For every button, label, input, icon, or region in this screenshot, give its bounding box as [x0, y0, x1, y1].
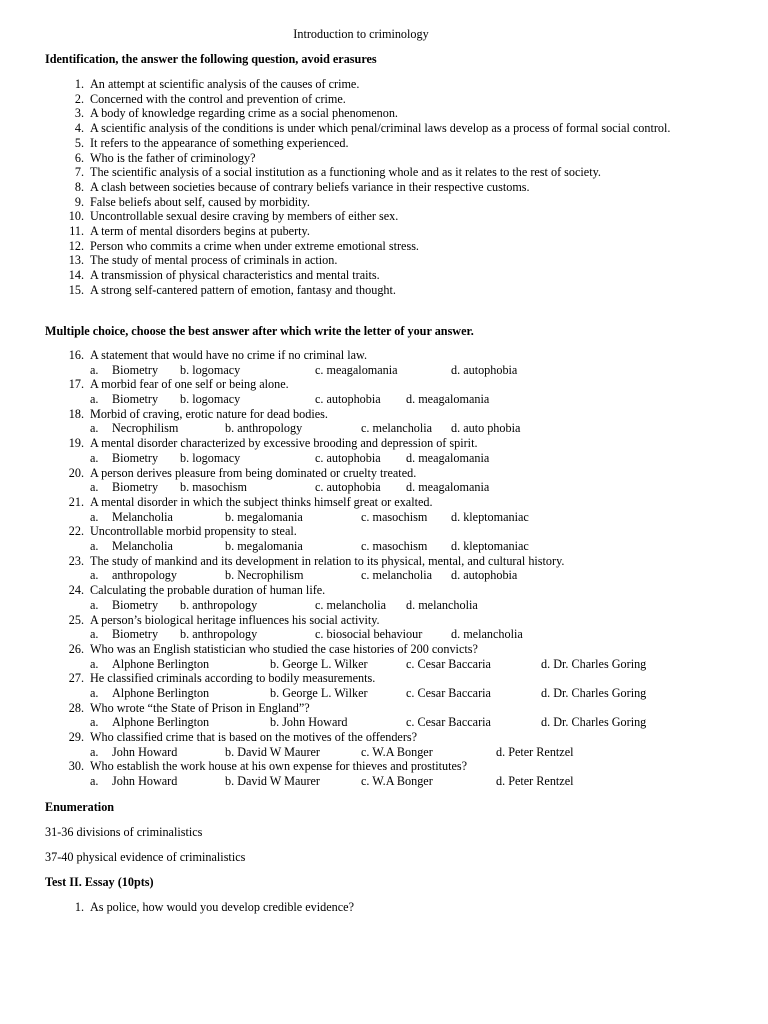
- question-item: [0, 348, 720, 363]
- item-text: A term of mental disorders begins at puberty.: [90, 224, 310, 239]
- item-number: 19.: [68, 436, 84, 451]
- question-text: A morbid fear of one self or being alone.: [90, 377, 289, 392]
- choices-row: [0, 480, 720, 495]
- choice-c: c. autophobia: [315, 392, 381, 407]
- question-text: A person derives pleasure from being dominated or cruelty treated.: [90, 465, 417, 480]
- item-text: It refers to the appearance of something experienced.: [90, 135, 349, 150]
- choice-d: d. auto phobia: [451, 421, 521, 436]
- choice-d: d. meagalomania: [406, 392, 490, 407]
- choice-c: c. W.A Bonger: [361, 744, 433, 759]
- question-text: Who classified crime that is based on the motives of the offenders?: [90, 730, 418, 745]
- item-number: 24.: [68, 583, 84, 598]
- item-number: 1.: [74, 77, 84, 91]
- choice-c: c. melancholia: [361, 568, 433, 583]
- choice-a: Biometry: [112, 362, 159, 377]
- question-item: [0, 583, 720, 598]
- question-item: [0, 759, 720, 774]
- identification-list: [0, 77, 720, 298]
- item-text: A body of knowledge regarding crime as a social phenomenon.: [90, 106, 398, 121]
- question-text: He classified criminals according to bodily measurements.: [90, 671, 376, 686]
- choice-a: Biometry: [112, 597, 159, 612]
- choice-d: d. kleptomaniac: [451, 509, 529, 524]
- choice-a-letter: a.: [90, 421, 99, 436]
- essay-heading: Test II. Essay (10pts): [45, 875, 154, 889]
- choice-c: c. masochism: [361, 509, 428, 524]
- item-number: 6.: [74, 150, 84, 165]
- choices-row: [0, 745, 720, 760]
- question-item: [0, 701, 720, 716]
- item-number: 29.: [68, 730, 84, 745]
- choice-c: c. meagalomania: [315, 362, 398, 377]
- choice-c: c. melancholia: [361, 421, 433, 436]
- choice-a-letter: a.: [90, 715, 99, 730]
- identification-item: [0, 165, 720, 180]
- choice-b: b. logomacy: [180, 392, 241, 407]
- question-item: [0, 730, 720, 745]
- choice-d: d. melancholia: [406, 597, 478, 612]
- item-text: A transmission of physical characteristics and mental traits.: [90, 268, 380, 283]
- choice-a: Melancholia: [112, 539, 173, 554]
- choice-d: d. autophobia: [451, 362, 518, 377]
- identification-item: [0, 77, 720, 92]
- item-number: 23.: [68, 553, 84, 568]
- choice-a-letter: a.: [90, 597, 99, 612]
- choice-a: John Howard: [112, 744, 178, 759]
- choice-a: John Howard: [112, 774, 178, 789]
- question-item: [0, 554, 720, 569]
- item-number: 15.: [68, 282, 84, 297]
- enumeration-heading: Enumeration: [45, 800, 115, 814]
- choice-c: c. Cesar Baccaria: [406, 656, 491, 671]
- choice-a: Biometry: [112, 480, 159, 495]
- essay-list: [0, 900, 720, 915]
- item-text: A scientific analysis of the conditions is under which penal/criminal laws develop as a process of formal social control.: [90, 121, 671, 136]
- item-number: 11.: [69, 224, 84, 239]
- choice-b: b. George L. Wilker: [270, 686, 368, 700]
- choices-row: [0, 598, 720, 613]
- choice-c: c. W.A Bonger: [361, 774, 433, 789]
- item-text: Uncontrollable sexual desire craving by members of either sex.: [90, 209, 399, 224]
- identification-item: [0, 136, 720, 151]
- item-number: 5.: [74, 135, 84, 150]
- essay-item: [0, 900, 720, 915]
- enumeration-item: 37-40 physical evidence of criminalistics: [45, 850, 246, 864]
- choice-b: b. anthropology: [225, 421, 303, 436]
- choice-d: d. autophobia: [451, 568, 518, 583]
- identification-item: [0, 283, 720, 298]
- identification-item: [0, 195, 720, 210]
- question-text: Who establish the work house at his own expense for thieves and prostitutes?: [90, 759, 468, 774]
- choices-row: [0, 392, 720, 407]
- choice-a-letter: a.: [90, 656, 99, 671]
- choice-a-letter: a.: [90, 568, 99, 583]
- choice-a: Alphone Berlington: [112, 686, 210, 700]
- document-title: Introduction to criminology: [293, 27, 429, 41]
- choices-row: [0, 539, 720, 554]
- choice-d: d. Dr. Charles Goring: [541, 686, 647, 700]
- choices-row: [0, 363, 720, 378]
- choice-d: d. Dr. Charles Goring: [541, 715, 647, 730]
- choice-b: b. George L. Wilker: [270, 656, 368, 671]
- identification-item: [0, 180, 720, 195]
- identification-item: [0, 253, 720, 268]
- item-text: The scientific analysis of a social institution as a functioning whole and as it relates to the rest of society.: [90, 165, 601, 180]
- choice-a-letter: a.: [90, 392, 99, 407]
- choice-d: d. Dr. Charles Goring: [541, 656, 647, 671]
- question-text: Calculating the probable duration of human life.: [90, 583, 326, 598]
- question-item: [0, 377, 720, 392]
- choices-row: [0, 686, 720, 701]
- choice-a: Alphone Berlington: [112, 656, 210, 671]
- question-text: Who was an English statistician who studied the case histories of 200 convicts?: [90, 641, 478, 656]
- item-number: 22.: [68, 524, 84, 539]
- item-number: 1.: [74, 900, 84, 914]
- question-text: The study of mankind and its development in relation to its physical, mental, and cultural history.: [90, 553, 565, 568]
- choice-b: b. logomacy: [180, 362, 241, 377]
- choice-b: b. logomacy: [180, 450, 241, 465]
- choice-c: c. Cesar Baccaria: [406, 715, 491, 730]
- choice-c: c. melancholia: [315, 597, 387, 612]
- item-number: 7.: [74, 165, 84, 180]
- choice-d: d. meagalomania: [406, 450, 490, 465]
- item-number: 13.: [68, 253, 84, 268]
- item-number: 3.: [74, 106, 84, 121]
- choice-b: b. David W Maurer: [225, 774, 320, 789]
- item-number: 17.: [68, 377, 84, 392]
- choice-a: Alphone Berlington: [112, 715, 210, 730]
- item-number: 14.: [68, 268, 84, 283]
- choice-c: c. masochism: [361, 539, 428, 554]
- identification-item: [0, 151, 720, 166]
- question-item: [0, 642, 720, 657]
- identification-item: [0, 92, 720, 107]
- item-text: As police, how would you develop credible evidence?: [90, 900, 354, 914]
- multiple-choice-heading: Multiple choice, choose the best answer after which write the letter of your answer.: [45, 324, 474, 338]
- item-text: False beliefs about self, caused by morbidity.: [90, 194, 310, 209]
- item-number: 20.: [68, 465, 84, 480]
- choice-b: b. megalomania: [225, 539, 303, 554]
- choice-a-letter: a.: [90, 744, 99, 759]
- choice-c: c. autophobia: [315, 450, 381, 465]
- item-text: An attempt at scientific analysis of the causes of crime.: [90, 77, 360, 91]
- item-text: A strong self-cantered pattern of emotion, fantasy and thought.: [90, 282, 396, 297]
- choice-c: c. biosocial behaviour: [315, 627, 423, 642]
- item-number: 16.: [68, 348, 84, 362]
- question-item: [0, 436, 720, 451]
- choices-row: [0, 715, 720, 730]
- item-number: 21.: [68, 494, 84, 509]
- question-text: A statement that would have no crime if no criminal law.: [90, 348, 368, 362]
- question-item: [0, 613, 720, 628]
- choice-a: Biometry: [112, 392, 159, 407]
- item-number: 8.: [74, 179, 84, 194]
- choice-a-letter: a.: [90, 539, 99, 554]
- item-number: 4.: [74, 121, 84, 136]
- question-text: Who wrote “the State of Prison in England”?: [90, 700, 310, 715]
- choice-a-letter: a.: [90, 450, 99, 465]
- item-number: 9.: [74, 194, 84, 209]
- choice-a-letter: a.: [90, 509, 99, 524]
- choice-b: b. anthropology: [180, 597, 258, 612]
- enumeration-item: 31-36 divisions of criminalistics: [45, 825, 203, 839]
- question-item: [0, 524, 720, 539]
- identification-item: [0, 224, 720, 239]
- item-number: 26.: [68, 641, 84, 656]
- choice-a: Necrophilism: [112, 421, 179, 436]
- choices-row: [0, 421, 720, 436]
- choice-d: d. kleptomaniac: [451, 539, 529, 554]
- item-text: Who is the father of criminology?: [90, 150, 256, 165]
- identification-item: [0, 209, 720, 224]
- identification-item: [0, 268, 720, 283]
- choice-a: anthropology: [112, 568, 177, 583]
- choice-b: b. John Howard: [270, 715, 348, 730]
- choice-a-letter: a.: [90, 362, 99, 377]
- item-text: Person who commits a crime when under extreme emotional stress.: [90, 238, 419, 253]
- item-number: 2.: [74, 91, 84, 106]
- choice-b: b. masochism: [180, 480, 248, 495]
- choices-row: [0, 568, 720, 583]
- identification-item: [0, 121, 720, 136]
- question-text: Morbid of craving, erotic nature for dead bodies.: [90, 406, 328, 421]
- item-number: 28.: [68, 700, 84, 715]
- choice-b: b. Necrophilism: [225, 568, 304, 583]
- question-item: [0, 671, 720, 686]
- choice-b: b. David W Maurer: [225, 744, 320, 759]
- choice-a-letter: a.: [90, 627, 99, 642]
- item-number: 12.: [68, 238, 84, 253]
- choice-a: Melancholia: [112, 509, 173, 524]
- choice-d: d. melancholia: [451, 627, 523, 642]
- question-text: A mental disorder in which the subject thinks himself great or exalted.: [90, 494, 433, 509]
- item-text: The study of mental process of criminals in action.: [90, 253, 338, 268]
- choices-row: [0, 774, 720, 789]
- question-text: Uncontrollable morbid propensity to steal.: [90, 524, 297, 539]
- question-item: [0, 466, 720, 481]
- question-text: A person’s biological heritage influences his social activity.: [90, 612, 380, 627]
- identification-heading: Identification, the answer the following question, avoid erasures: [45, 52, 377, 66]
- item-number: 10.: [68, 209, 84, 224]
- choices-row: [0, 657, 720, 672]
- choice-b: b. megalomania: [225, 509, 303, 524]
- question-text: A mental disorder characterized by excessive brooding and depression of spirit.: [90, 436, 478, 451]
- choice-d: d. Peter Rentzel: [496, 774, 574, 789]
- choice-c: c. Cesar Baccaria: [406, 686, 491, 700]
- identification-item: [0, 239, 720, 254]
- choice-d: d. Peter Rentzel: [496, 744, 574, 759]
- item-text: A clash between societies because of contrary beliefs variance in their respective customs.: [90, 179, 530, 194]
- identification-item: [0, 106, 720, 121]
- item-number: 25.: [68, 612, 84, 627]
- choice-d: d. meagalomania: [406, 480, 490, 495]
- choice-c: c. autophobia: [315, 480, 381, 495]
- choice-a-letter: a.: [90, 774, 99, 789]
- choice-a-letter: a.: [90, 480, 99, 495]
- item-number: 18.: [68, 406, 84, 421]
- choices-row: [0, 451, 720, 466]
- multiple-choice-list: [0, 348, 720, 789]
- choices-row: [0, 627, 720, 642]
- item-number: 30.: [68, 759, 84, 774]
- choice-a: Biometry: [112, 627, 159, 642]
- question-item: [0, 495, 720, 510]
- choices-row: [0, 510, 720, 525]
- choice-a: Biometry: [112, 450, 159, 465]
- choice-b: b. anthropology: [180, 627, 258, 642]
- question-item: [0, 407, 720, 422]
- item-text: Concerned with the control and prevention of crime.: [90, 91, 346, 106]
- item-number: 27.: [68, 671, 84, 686]
- choice-a-letter: a.: [90, 686, 99, 700]
